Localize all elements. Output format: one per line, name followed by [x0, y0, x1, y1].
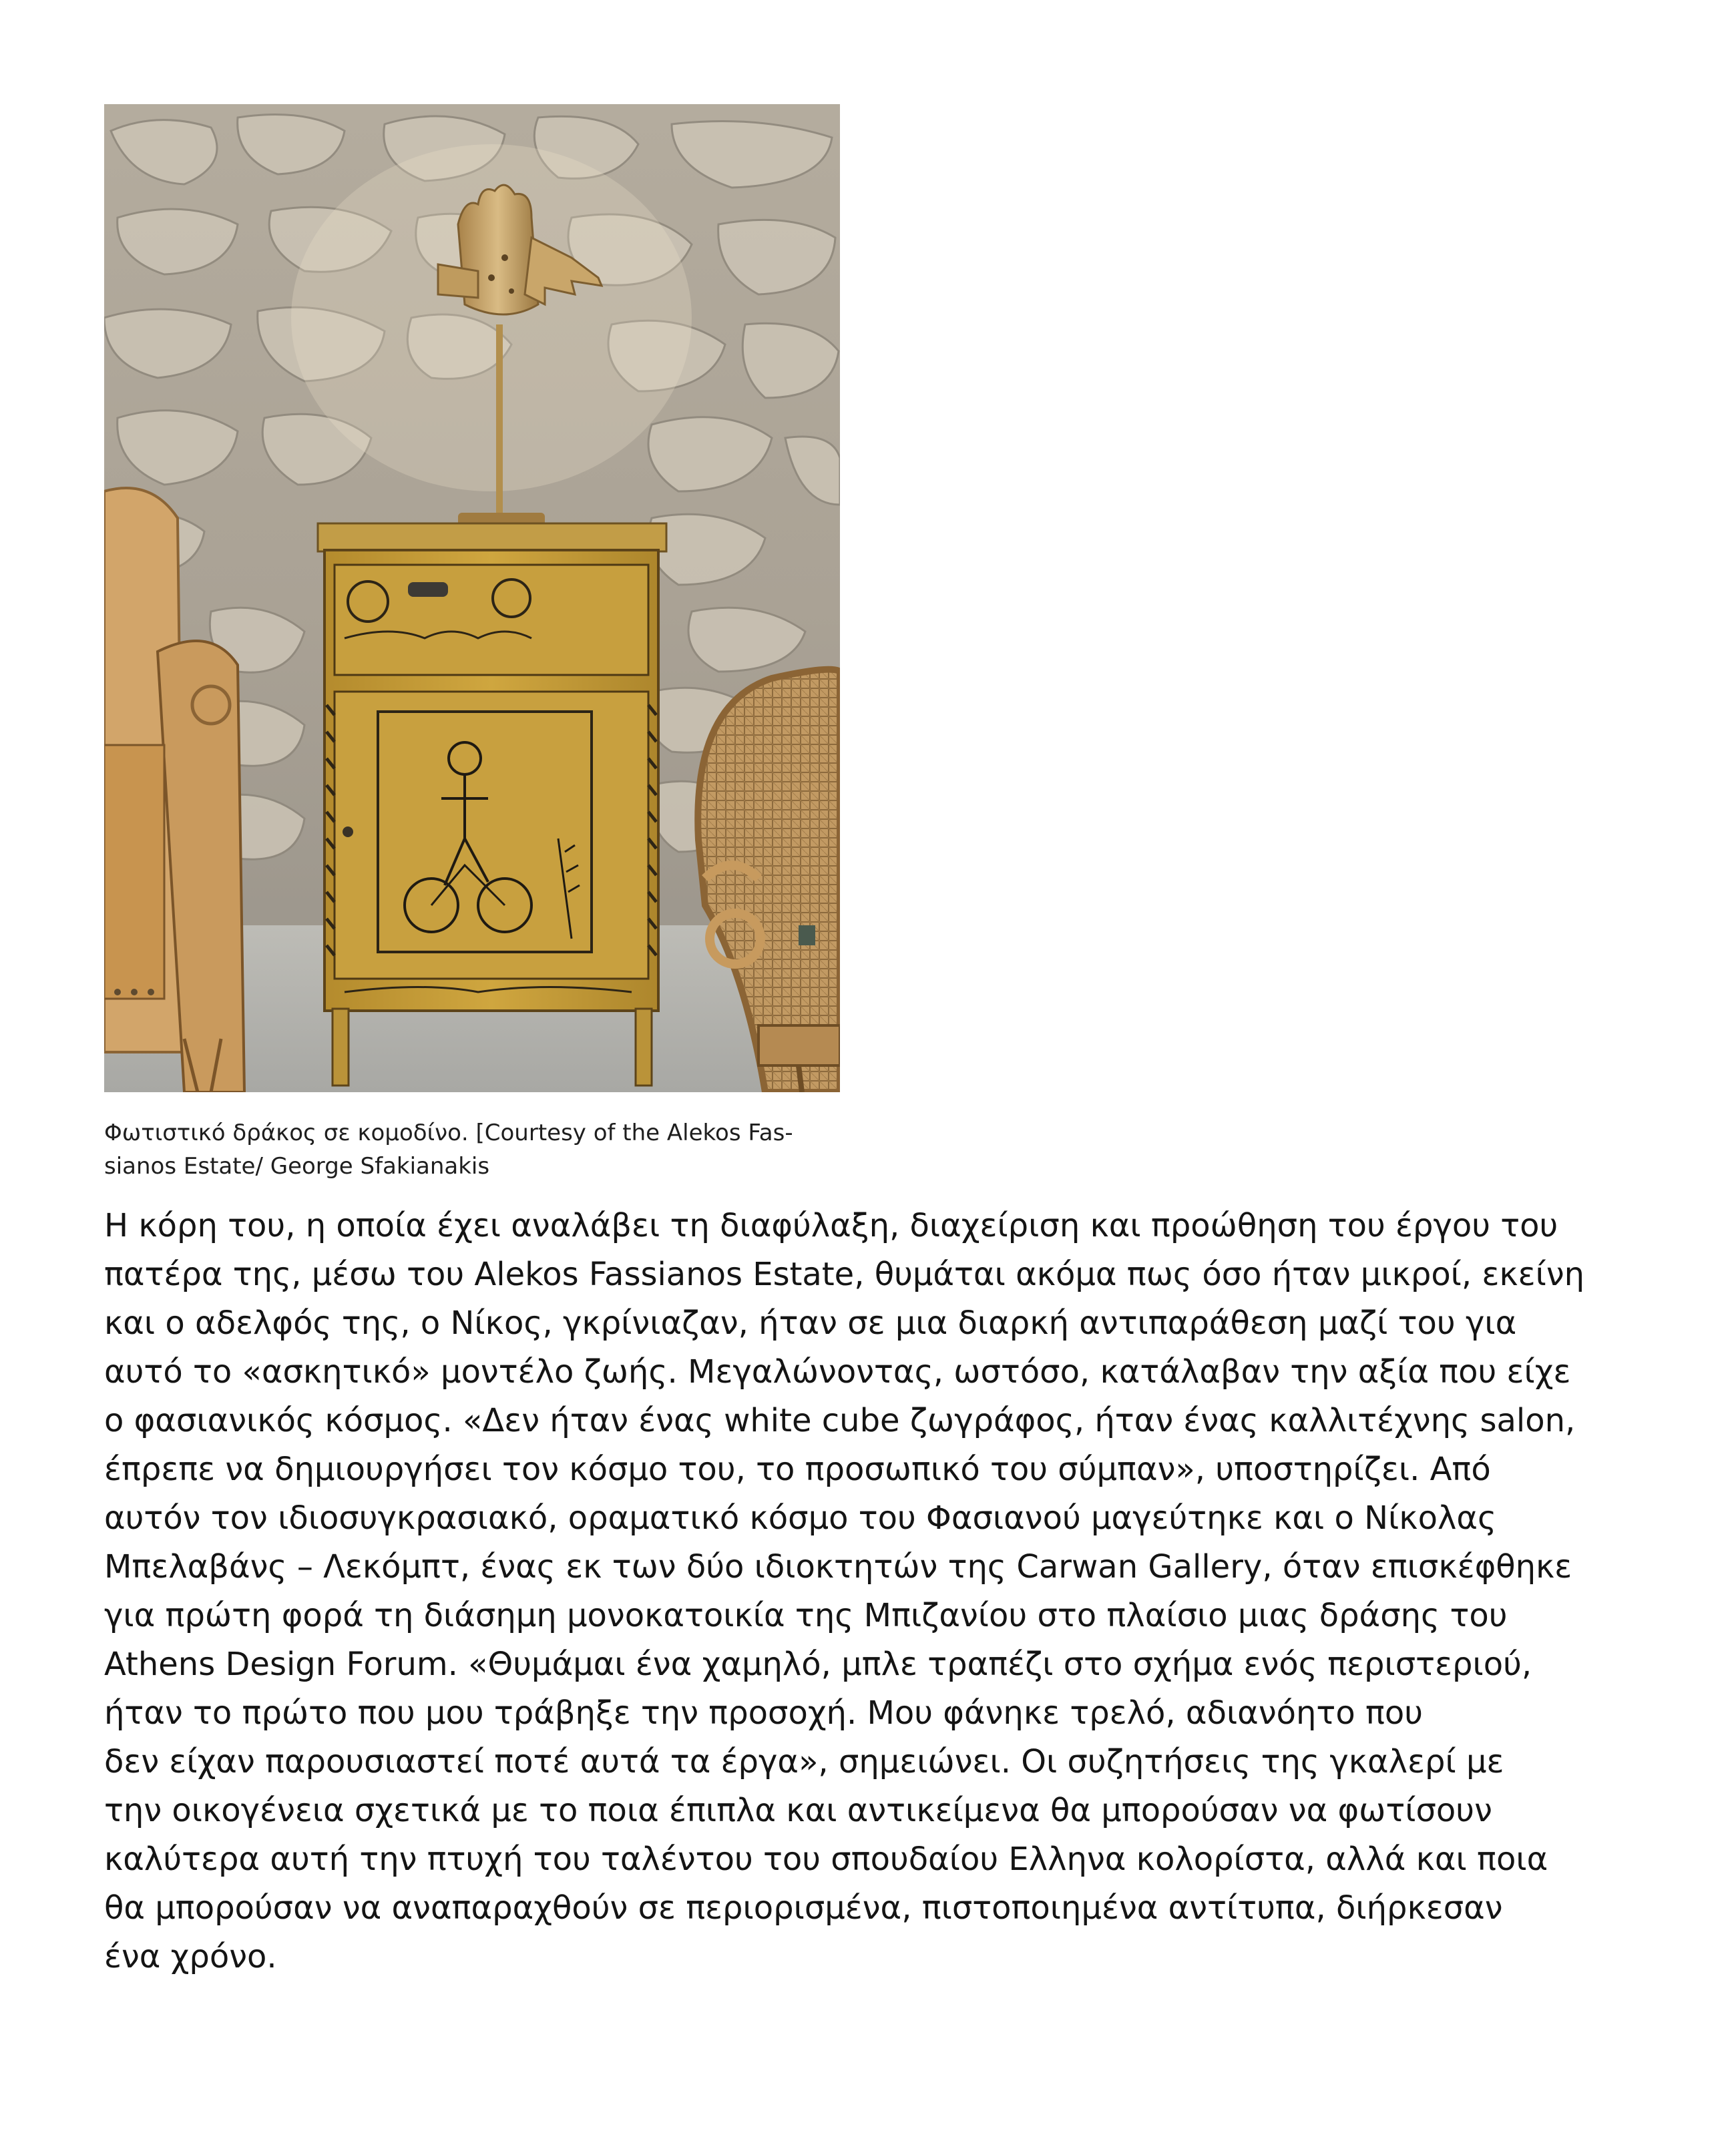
- article-line: ο φασιανικός κόσμος. «Δεν ήταν ένας white cube ζωγράφος, ήταν ένας καλλιτέχνης salon,: [104, 1402, 1576, 1439]
- article-line: και ο αδελφός της, ο Νίκος, γκρίνιαζαν, ήταν σε μια διαρκή αντιπαράθεση μαζί του για: [104, 1304, 1517, 1342]
- article-line: αυτό το «ασκητικό» μοντέλο ζωής. Μεγαλώνοντας, ωστόσο, κατάλαβαν την αξία που είχε: [104, 1353, 1571, 1391]
- article-line: θα μπορούσαν να αναπαραχθούν σε περιορισμένα, πιστοποιημένα αντίτυπα, διήρκεσαν: [104, 1889, 1503, 1927]
- article-line: ήταν το πρώτο που μου τράβηξε την προσοχή. Μου φάνηκε τρελό, αδιανόητο που: [104, 1694, 1423, 1732]
- article-line: αυτόν τον ιδιοσυγκρασιακό, οραματικό κόσμο του Φασιανού μαγεύτηκε και ο Νίκολας: [104, 1499, 1497, 1537]
- article-line: Μπελαβάνς – Λεκόμπτ, ένας εκ των δύο ιδιοκτητών της Carwan Gallery, όταν επισκέφθηκε: [104, 1548, 1572, 1586]
- article-line: Η κόρη του, η οποία έχει αναλάβει τη διαφύλαξη, διαχείριση και προώθηση του έργου του: [104, 1207, 1558, 1244]
- photo-caption: [104, 1116, 845, 1183]
- article-line: καλύτερα αυτή την πτυχή του ταλέντου του σπουδαίου Ελληνα κολορίστα, αλλά και ποια: [104, 1841, 1548, 1878]
- article-line: την οικογένεια σχετικά με το ποια έπιπλα και αντικείμενα θα μπορούσαν να φωτίσουν: [104, 1792, 1492, 1829]
- caption-line: sianos Estate/ George Sfakianakis: [104, 1153, 490, 1180]
- article-line: ένα χρόνο.: [104, 1938, 277, 1975]
- article-body: [104, 1202, 1633, 1981]
- article-line: πατέρα της, μέσω του Alekos Fassianos Estate, θυμάται ακόμα πως όσο ήταν μικροί, εκείνη: [104, 1256, 1585, 1293]
- caption-line: Φωτιστικό δράκος σε κομοδίνο. [Courtesy of the Alekos Fas-: [104, 1120, 793, 1146]
- article-photo: [104, 104, 840, 1092]
- dragon-lamp-on-nightstand-illustration: [104, 104, 840, 1092]
- article-line: έπρεπε να δημιουργήσει τον κόσμο του, το προσωπικό του σύμπαν», υποστηρίζει. Από: [104, 1451, 1491, 1488]
- article-line: για πρώτη φορά τη διάσημη μονοκατοικία της Μπιζανίου στο πλαίσιο μιας δράσης του: [104, 1597, 1508, 1634]
- article-line: Athens Design Forum. «Θυμάμαι ένα χαμηλό, μπλε τραπέζι στο σχήμα ενός περιστεριού,: [104, 1646, 1532, 1683]
- article-line: δεν είχαν παρουσιαστεί ποτέ αυτά τα έργα», σημειώνει. Οι συζητήσεις της γκαλερί με: [104, 1743, 1504, 1780]
